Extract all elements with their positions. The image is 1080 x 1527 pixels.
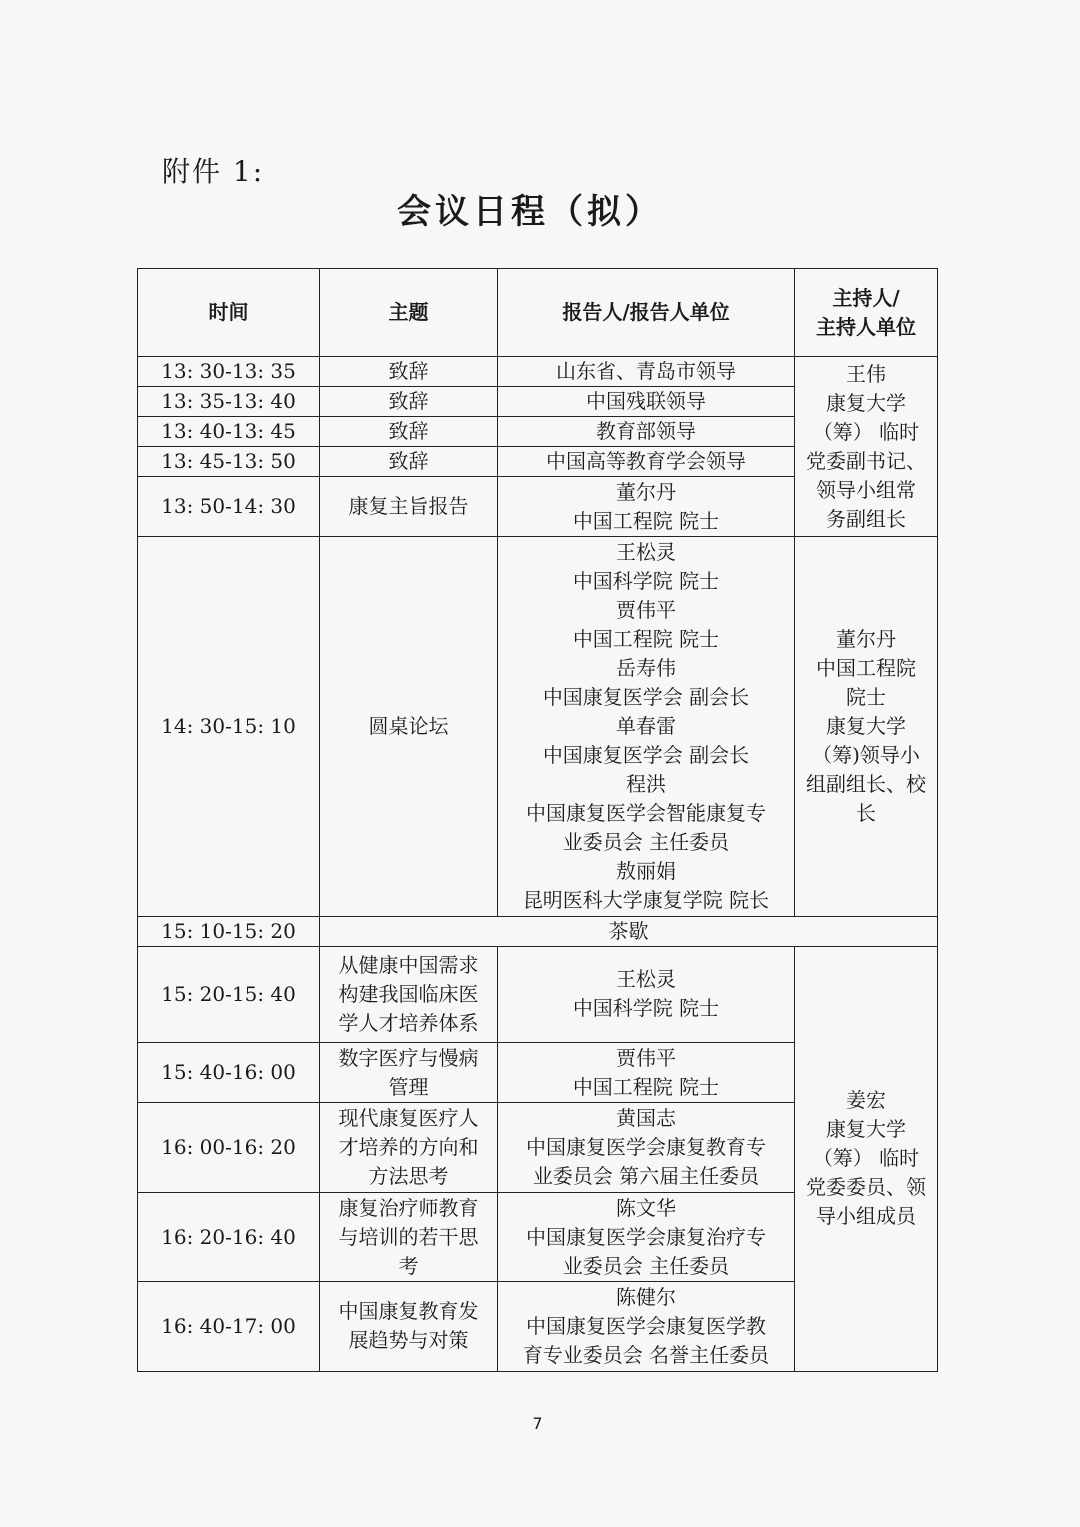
row-speaker: 董尔丹 中国工程院 院士 <box>498 477 795 537</box>
table-row <box>138 357 938 387</box>
row-speaker: 中国高等教育学会领导 <box>498 447 795 477</box>
host-cell-2: 董尔丹 中国工程院 院士 康复大学 （筹)领导小 组副组长、校 长 <box>795 537 938 916</box>
row-topic: 康复治疗师教育 与培训的若干思 考 <box>320 1193 498 1281</box>
row-time: 14: 30-15: 10 <box>138 537 320 916</box>
row-time: 16: 40-17: 00 <box>138 1281 320 1371</box>
row-speaker: 中国残联领导 <box>498 387 795 417</box>
schedule-table <box>137 268 938 1372</box>
row-speaker: 王松灵 中国科学院 院士 贾伟平 中国工程院 院士 岳寿伟 中国康复医学会 副会长 单春雷 中国康复医学会 副会长 程洪 中国康复医学会智能康复专 业委员会 主任委员 敖丽娟 昆明医科大学康复学院 院长 <box>498 537 795 916</box>
row-time: 13: 35-13: 40 <box>138 387 320 417</box>
header-time: 时间 <box>138 269 320 357</box>
row-speaker: 教育部领导 <box>498 417 795 447</box>
row-time: 15: 20-15: 40 <box>138 946 320 1042</box>
page-number: 7 <box>532 1414 543 1433</box>
row-topic: 致辞 <box>320 357 498 387</box>
page-title: 会议日程（拟） <box>397 192 663 232</box>
row-speaker: 王松灵 中国科学院 院士 <box>498 946 795 1042</box>
row-time: 15: 10-15: 20 <box>138 916 320 946</box>
row-time: 13: 50-14: 30 <box>138 477 320 537</box>
row-topic: 数字医疗与慢病 管理 <box>320 1042 498 1102</box>
row-topic: 致辞 <box>320 387 498 417</box>
row-topic: 从健康中国需求 构建我国临床医 学人才培养体系 <box>320 946 498 1042</box>
row-speaker: 黄国志 中国康复医学会康复教育专 业委员会 第六届主任委员 <box>498 1103 795 1193</box>
row-speaker: 贾伟平 中国工程院 院士 <box>498 1042 795 1102</box>
table-row <box>138 946 938 1042</box>
row-speaker: 陈健尔 中国康复医学会康复医学教 育专业委员会 名誉主任委员 <box>498 1281 795 1371</box>
row-topic: 圆桌论坛 <box>320 537 498 916</box>
header-speaker: 报告人/报告人单位 <box>498 269 795 357</box>
row-topic: 致辞 <box>320 447 498 477</box>
header-host: 主持人/ 主持人单位 <box>795 269 938 357</box>
row-time: 16: 20-16: 40 <box>138 1193 320 1281</box>
row-time: 13: 30-13: 35 <box>138 357 320 387</box>
row-topic: 致辞 <box>320 417 498 447</box>
row-time: 13: 40-13: 45 <box>138 417 320 447</box>
host-cell-3: 姜宏 康复大学 （筹） 临时 党委委员、领 导小组成员 <box>795 946 938 1371</box>
row-time: 15: 40-16: 00 <box>138 1042 320 1102</box>
row-topic: 康复主旨报告 <box>320 477 498 537</box>
attachment-label: 附件 1: <box>162 155 265 188</box>
table-header-row <box>138 269 938 357</box>
table-row <box>138 537 938 916</box>
row-time: 16: 00-16: 20 <box>138 1103 320 1193</box>
row-speaker: 陈文华 中国康复医学会康复治疗专 业委员会 主任委员 <box>498 1193 795 1281</box>
row-topic: 中国康复教育发 展趋势与对策 <box>320 1281 498 1371</box>
break-cell: 茶歇 <box>320 916 938 946</box>
row-speaker: 山东省、青岛市领导 <box>498 357 795 387</box>
row-time: 13: 45-13: 50 <box>138 447 320 477</box>
table-row <box>138 916 938 946</box>
row-topic: 现代康复医疗人 才培养的方向和 方法思考 <box>320 1103 498 1193</box>
host-cell-1: 王伟 康复大学 （筹） 临时 党委副书记、 领导小组常 务副组长 <box>795 357 938 537</box>
header-topic: 主题 <box>320 269 498 357</box>
